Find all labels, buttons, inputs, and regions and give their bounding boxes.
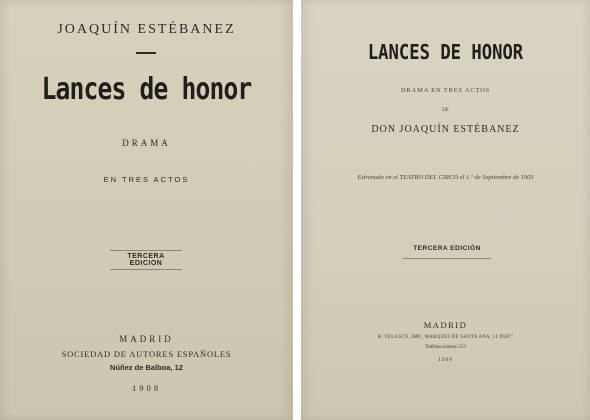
- title-page-genre: DRAMA EN TRES ACTOS: [400, 87, 491, 94]
- title-page-phone: Teléfono número 551: [424, 345, 467, 350]
- cover-divider: [136, 52, 156, 54]
- title-page-premiere-note: Estrenado en el TEATRO DEL CIRCO el 1.º de Septiembre de 1903: [357, 174, 534, 181]
- cover-publisher: SOCIEDAD DE AUTORES ESPAÑOLES: [61, 349, 232, 359]
- title-page-edition: TERCERA EDICIÓN: [413, 245, 481, 252]
- title-page-author: DON JOAQUÍN ESTÉBANEZ: [371, 124, 520, 135]
- title-page-by: DE: [442, 108, 449, 113]
- cover-edition: TERCERA EDICION: [110, 250, 182, 270]
- cover-genre: DRAMA: [122, 138, 171, 148]
- cover-address: Núñez de Balboa, 12: [110, 363, 183, 372]
- title-page-printer: R. VELASCO, IMP., MARQUÉS DE SANTA ANA, 11 DUP.°: [377, 335, 514, 340]
- cover-author: JOAQUÍN ESTÉBANEZ: [57, 22, 236, 37]
- cover-acts: EN TRES ACTOS: [103, 175, 190, 184]
- title-page-title: LANCES DE HONOR: [367, 40, 524, 64]
- title-page-year: 1908: [438, 357, 453, 363]
- title-page-divider: [403, 258, 491, 259]
- title-page: [301, 0, 590, 420]
- title-page-city: MADRID: [423, 320, 468, 330]
- cover-year: 1908: [132, 383, 161, 393]
- cover-title: Lances de honor: [41, 72, 252, 107]
- cover-city: MADRID: [119, 334, 174, 344]
- book-cover-page: [0, 0, 293, 420]
